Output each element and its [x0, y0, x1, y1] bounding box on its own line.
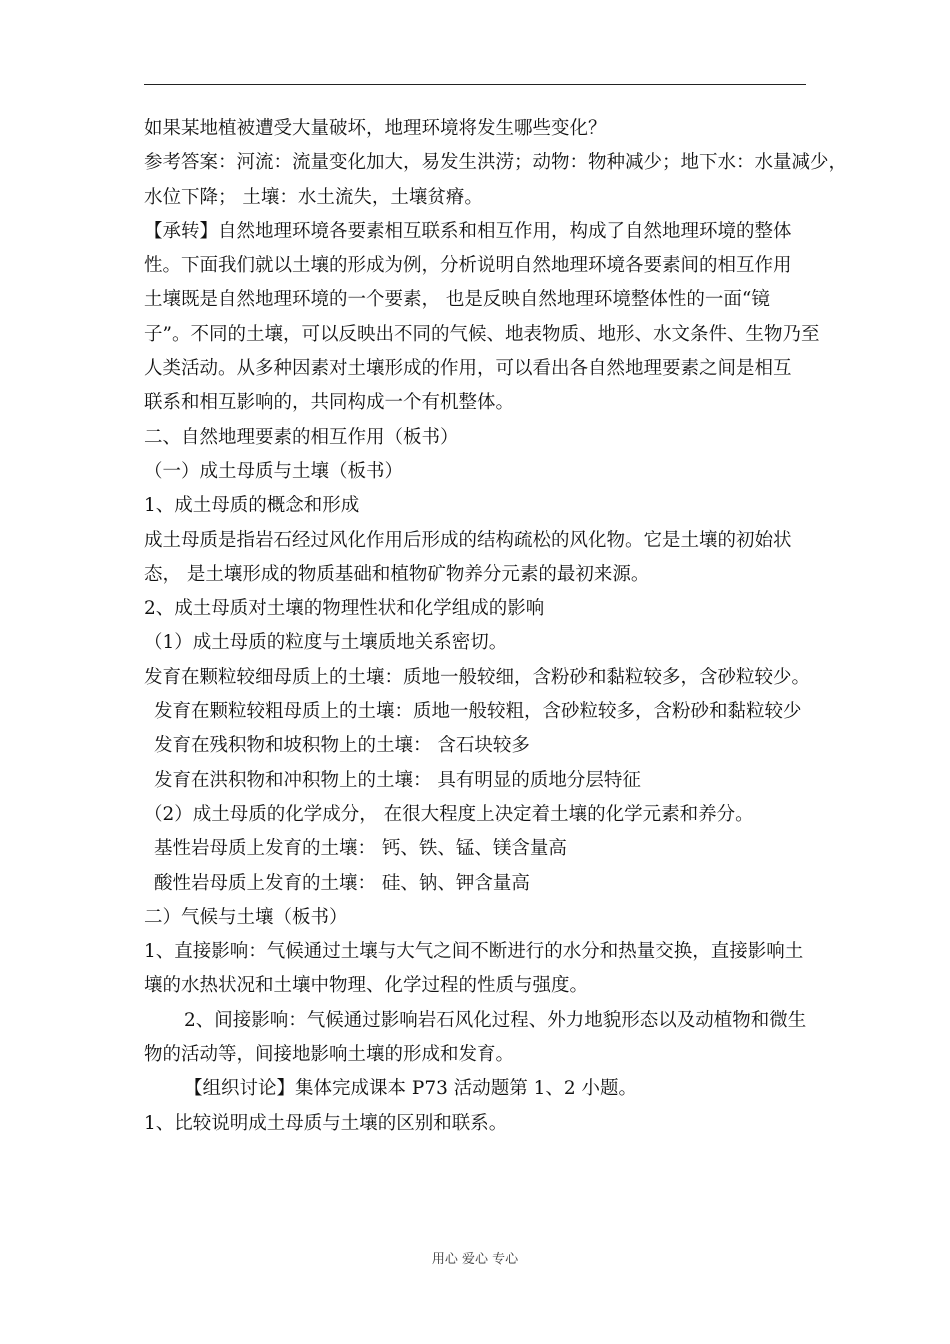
text-line: 人类活动。从多种因素对土壤形成的作用，可以看出各自然地理要素之间是相互 — [144, 358, 792, 380]
text-line: 土壤既是自然地理环境的一个要素， 也是反映自然地理环境整体性的一面“镜 — [144, 289, 770, 311]
text-line: 1、成土母质的概念和形成 — [144, 495, 360, 517]
text-line: 发育在残积物和坡积物上的土壤： 含石块较多 — [154, 735, 530, 757]
text-line: 2、间接影响：气候通过影响岩石风化过程、外力地貌形态以及动植物和微生 — [184, 1009, 807, 1031]
text-line: （2）成土母质的化学成分， 在很大程度上决定着土壤的化学元素和养分。 — [144, 803, 754, 825]
text-line: 发育在洪积物和冲积物上的土壤： 具有明显的质地分层特征 — [154, 769, 641, 791]
text-line: 联系和相互影响的，共同构成一个有机整体。 — [144, 392, 515, 414]
text-line: 子”。不同的土壤，可以反映出不同的气候、地表物质、地形、水文条件、生物乃至 — [144, 323, 820, 345]
subsection-heading: （一）成土母质与土壤（板书） — [144, 460, 404, 482]
text-line: 成土母质是指岩石经过风化作用后形成的结构疏松的风化物。它是土壤的初始状 — [144, 529, 792, 551]
text-line: 1、比较说明成土母质与土壤的区别和联系。 — [144, 1112, 508, 1134]
text-line: 1、直接影响：气候通过土壤与大气之间不断进行的水分和热量交换，直接影响土 — [144, 941, 804, 963]
section-heading: 二、自然地理要素的相互作用（板书） — [144, 426, 459, 448]
text-line: 酸性岩母质上发育的土壤： 硅、钠、钾含量高 — [154, 872, 530, 894]
text-line: 性。下面我们就以土壤的形成为例，分析说明自然地理环境各要素间的相互作用 — [144, 255, 792, 277]
text-line: 如果某地植被遭受大量破坏，地理环境将发生哪些变化？ — [144, 118, 607, 139]
text-line: 物的活动等，间接地影响土壤的形成和发育。 — [144, 1044, 515, 1066]
text-line: 【组织讨论】集体完成课本 P73 活动题第 1、2 小题。 — [184, 1078, 638, 1100]
text-line: 2、成土母质对土壤的物理性状和化学组成的影响 — [144, 598, 545, 620]
text-line: 水位下降； 土壤：水土流失，土壤贫瘠。 — [144, 186, 483, 208]
header-rule — [144, 84, 806, 85]
text-line: 壤的水热状况和土壤中物理、化学过程的性质与强度。 — [144, 975, 589, 997]
page-footer: 用心 爱心 专心 — [431, 1252, 519, 1267]
text-line: （1）成土母质的粒度与土壤质地关系密切。 — [144, 632, 508, 654]
document-body — [144, 112, 848, 1141]
text-line: 参考答案：河流：流量变化加大，易发生洪涝；动物：物种减少；地下水：水量减少， — [144, 152, 848, 174]
subsection-heading: 二）气候与土壤（板书） — [144, 906, 348, 928]
text-line: 发育在颗粒较粗母质上的土壤：质地一般较粗，含砂粒较多，含粉砂和黏粒较少 — [154, 701, 802, 723]
text-line: 发育在颗粒较细母质上的土壤：质地一般较细，含粉砂和黏粒较多，含砂粒较少。 — [144, 666, 811, 688]
text-line: 态， 是土壤形成的物质基础和植物矿物养分元素的最初来源。 — [144, 563, 650, 585]
text-line: 【承转】自然地理环境各要素相互联系和相互作用，构成了自然地理环境的整体 — [144, 220, 792, 242]
text-line: 基性岩母质上发育的土壤： 钙、铁、锰、镁含量高 — [154, 838, 567, 860]
